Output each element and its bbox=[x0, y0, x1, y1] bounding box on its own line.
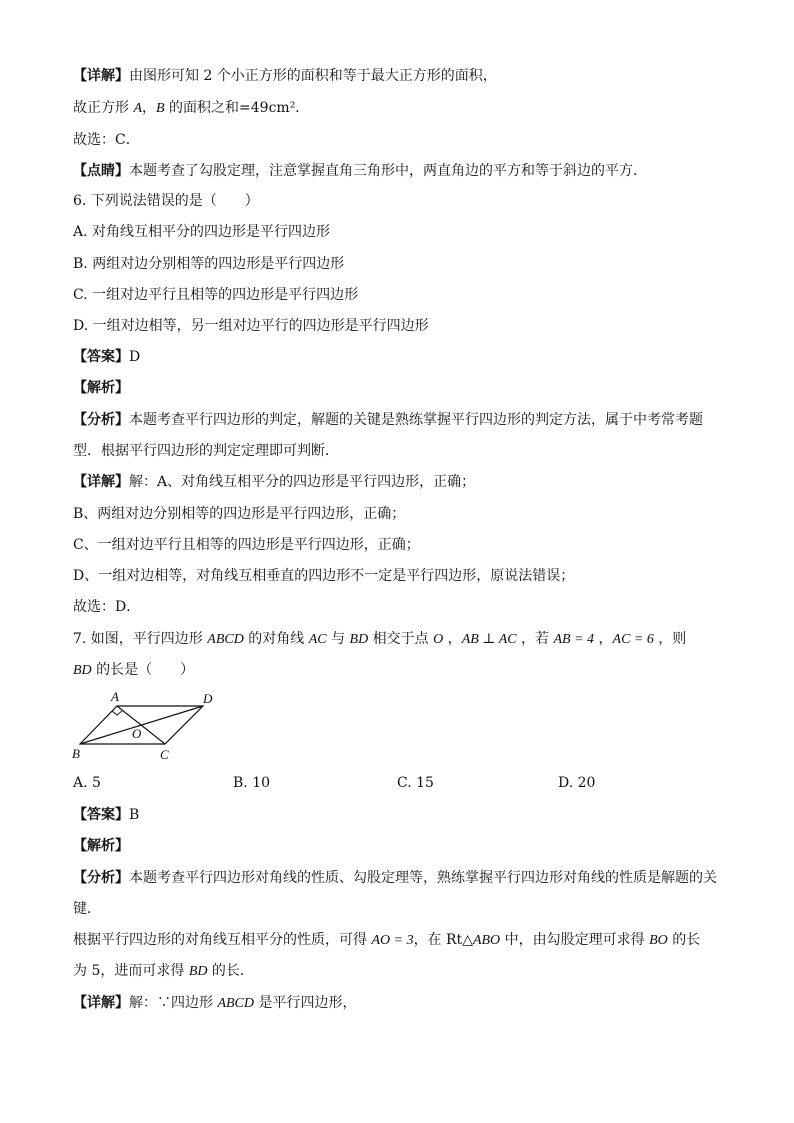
right-angle-mark bbox=[112, 711, 122, 715]
text: 为 5，进而可求得 bbox=[73, 963, 189, 979]
math-var: ABCD bbox=[207, 632, 244, 647]
fenxi-tag: 【分析】 bbox=[73, 870, 129, 886]
label-b: B bbox=[72, 746, 80, 761]
answer-tag: 【答案】 bbox=[73, 349, 129, 365]
math-var: O bbox=[433, 632, 444, 647]
q6-option-d: D. 一组对边相等，另一组对边平行的四边形是平行四边形 bbox=[73, 318, 429, 334]
label-o: O bbox=[132, 726, 142, 741]
text: 7. 如图，平行四边形 bbox=[73, 631, 208, 647]
math-var: BO bbox=[649, 933, 668, 948]
q5-area-line bbox=[73, 98, 309, 119]
text: 的长 bbox=[667, 932, 701, 948]
text: ，在 Rt bbox=[413, 932, 463, 948]
q6-choose-line: 故选：D． bbox=[73, 599, 141, 615]
q7-choice-d: D. 20 bbox=[558, 775, 596, 791]
math-expr: AB = 4 bbox=[553, 632, 595, 647]
math-expr: AO = 3 bbox=[371, 933, 414, 948]
math-var: A bbox=[133, 101, 143, 116]
analysis-tag: 【解析】 bbox=[73, 380, 129, 396]
q5-detail-text: 由图形可知 2 个小正方形的面积和等于最大正方形的面积， bbox=[129, 68, 497, 84]
text: ， bbox=[142, 100, 157, 116]
q6-stem: 6. 下列说法错误的是（ ） bbox=[73, 193, 259, 209]
math-expr: AB ⊥ AC bbox=[461, 632, 517, 647]
label-c: C bbox=[160, 747, 169, 762]
fenxi-tag: 【分析】 bbox=[73, 412, 129, 428]
comment-tag: 【点睛】 bbox=[73, 163, 129, 179]
q7-fenxi-line2: 键． bbox=[73, 901, 101, 917]
q6-fenxi-line1 bbox=[73, 410, 703, 430]
q5-comment-text: 本题考查了勾股定理，注意掌握直角三角形中，两直角边的平方和等于斜边的平方． bbox=[129, 163, 647, 179]
q6-option-c: C. 一组对边平行且相等的四边形是平行四边形 bbox=[73, 287, 359, 303]
math-var: AC bbox=[308, 632, 327, 647]
text: 的长． bbox=[207, 963, 254, 979]
math-var: BD bbox=[73, 663, 92, 678]
q6-analysis-tag bbox=[73, 378, 129, 398]
q6-fenxi-line2: 型．根据平行四边形的判定定理即可判断． bbox=[73, 443, 339, 459]
detail-tag: 【详解】 bbox=[73, 68, 129, 84]
text: 中，由勾股定理可求得 bbox=[500, 932, 650, 948]
text: ， bbox=[443, 631, 462, 647]
q5-comment-line bbox=[73, 161, 647, 181]
q7-stem-line2 bbox=[73, 660, 194, 681]
text: 的长是（ ） bbox=[91, 662, 195, 678]
text: 相交于点 bbox=[368, 631, 434, 647]
detail-tag: 【详解】 bbox=[73, 474, 129, 490]
text: 故正方形 bbox=[73, 100, 134, 116]
text: 解：A、对角线互相平分的四边形是平行四边形，正确； bbox=[129, 474, 476, 490]
text: 本题考查平行四边形对角线的性质、勾股定理等，熟练掌握平行四边形对角线的性质是解题的关 bbox=[129, 870, 717, 886]
q7-answer: B bbox=[129, 807, 140, 823]
q7-reason-line1 bbox=[73, 930, 700, 951]
q6-answer: D bbox=[129, 349, 141, 365]
q7-choice-b: B. 10 bbox=[233, 775, 271, 791]
label-a: A bbox=[111, 689, 119, 704]
text: ，则 bbox=[653, 631, 687, 647]
math-expr: AC = 6 bbox=[612, 632, 654, 647]
math-var: BD bbox=[349, 632, 369, 647]
text: 根据平行四边形的对角线互相平分的性质，可得 bbox=[73, 932, 372, 948]
math-var: ABCD bbox=[217, 996, 255, 1011]
q7-fenxi-line1 bbox=[73, 868, 717, 888]
answer-tag: 【答案】 bbox=[73, 807, 129, 823]
text: 与 bbox=[326, 631, 350, 647]
q7-answer-line bbox=[73, 805, 139, 825]
label-d: D bbox=[203, 691, 213, 706]
math-var: B bbox=[156, 101, 165, 116]
math-expr: △ABO bbox=[462, 933, 501, 948]
text: ， bbox=[594, 631, 613, 647]
q7-choice-a: A. 5 bbox=[73, 775, 101, 791]
analysis-tag: 【解析】 bbox=[73, 838, 129, 854]
q5-detail-line bbox=[73, 66, 497, 86]
q6-option-b: B. 两组对边分别相等的四边形是平行四边形 bbox=[73, 256, 345, 272]
math-var: BD bbox=[188, 964, 208, 979]
q6-detail-line4: D、一组对边相等，对角线互相垂直的四边形不一定是平行四边形，原说法错误； bbox=[73, 568, 575, 584]
text: 本题考查平行四边形的判定，解题的关键是熟练掌握平行四边形的判定方法，属于中考常考题 bbox=[129, 412, 703, 428]
q6-detail-line2: B、两组对边分别相等的四边形是平行四边形，正确； bbox=[73, 506, 406, 522]
text: 的面积之和=49cm²． bbox=[164, 100, 310, 116]
detail-tag: 【详解】 bbox=[73, 995, 129, 1011]
q5-choose-line: 故选：C． bbox=[73, 132, 140, 148]
q7-choice-c: C. 15 bbox=[397, 775, 434, 791]
q6-answer-line bbox=[73, 347, 140, 367]
q7-analysis-tag bbox=[73, 836, 129, 856]
q6-detail-line1 bbox=[73, 472, 475, 492]
text: ，若 bbox=[516, 631, 554, 647]
text: 的对角线 bbox=[243, 631, 309, 647]
q6-option-a: A. 对角线互相平分的四边形是平行四边形 bbox=[73, 224, 331, 240]
q6-detail-line3: C、一组对边平行且相等的四边形是平行四边形，正确； bbox=[73, 537, 420, 553]
text: 解：∵四边形 bbox=[129, 995, 218, 1011]
text: 是平行四边形， bbox=[254, 995, 357, 1011]
q7-detail-line bbox=[73, 993, 356, 1014]
q7-reason-line2 bbox=[73, 961, 254, 982]
q7-stem-line1 bbox=[73, 629, 686, 650]
parallelogram-figure bbox=[68, 688, 228, 768]
